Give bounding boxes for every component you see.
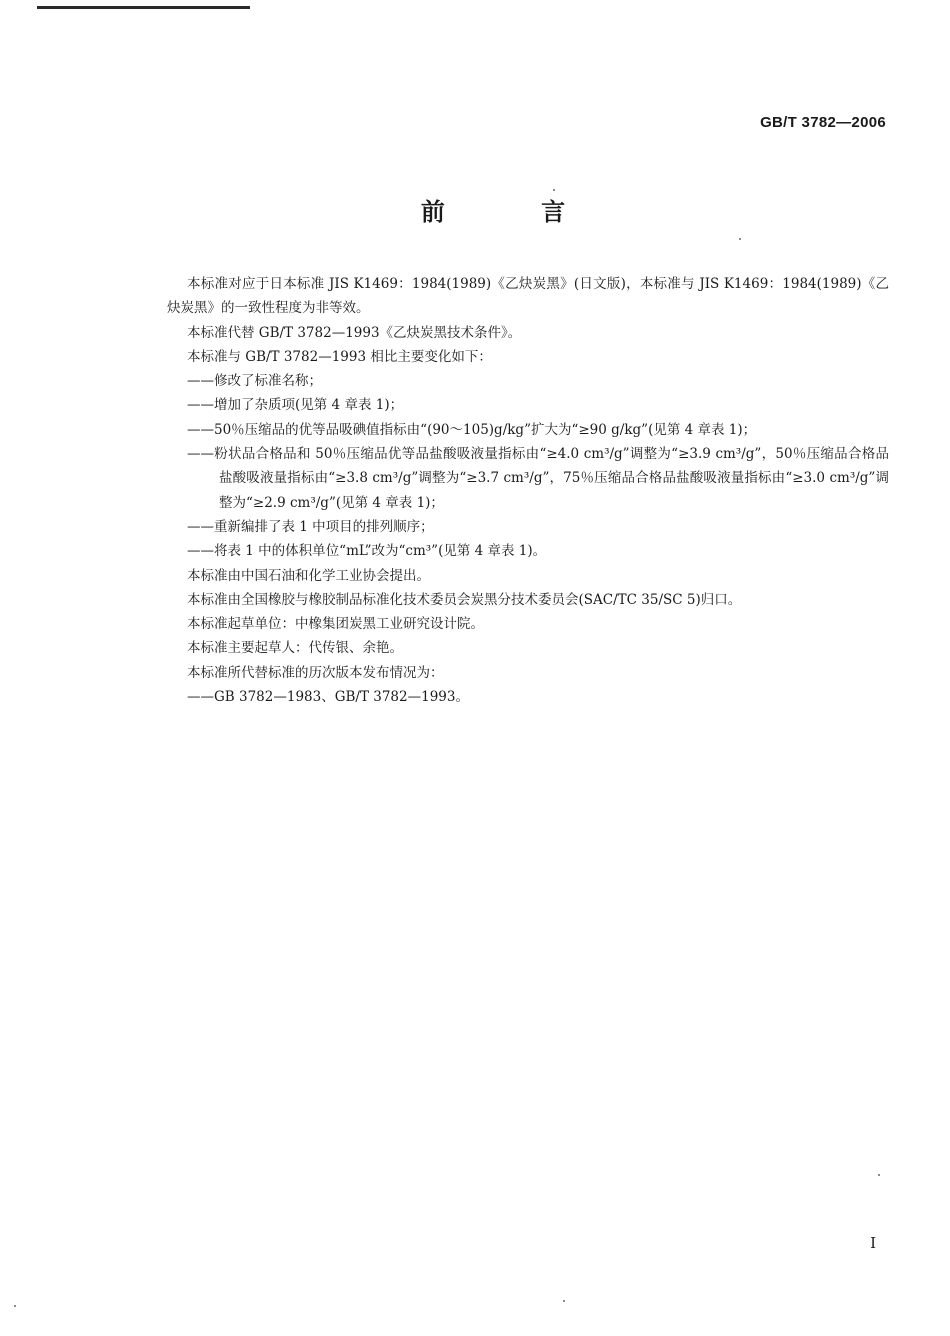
list-item: ——将表 1 中的体积单位“mL”改为“cm³”(见第 4 章表 1)。 bbox=[187, 543, 547, 560]
paragraph-correspondence: 本标准对应于日本标准 JIS K1469：1984(1989)《乙炔炭黑》(日文版)，本标准与 JIS K1469：1984(1989)《乙炔炭黑》的一致性程度为非等效。 bbox=[167, 276, 889, 317]
list-item: ——GB 3782—1983、GB/T 3782—1993。 bbox=[187, 689, 469, 706]
scan-speck bbox=[563, 1300, 565, 1302]
scan-speck bbox=[739, 238, 741, 240]
page-title: 前 言 bbox=[420, 198, 610, 226]
paragraph-drafting-unit: 本标准起草单位：中橡集团炭黑工业研究设计院。 bbox=[187, 616, 484, 633]
scan-speck bbox=[14, 1305, 16, 1307]
list-item: ——修改了标准名称； bbox=[187, 373, 322, 390]
scan-edge-mark bbox=[37, 6, 250, 9]
paragraph-replaces: 本标准代替 GB/T 3782—1993《乙炔炭黑技术条件》。 bbox=[187, 324, 522, 341]
paragraph-proposer: 本标准由中国石油和化学工业协会提出。 bbox=[187, 567, 430, 584]
list-item: ——增加了杂质项(见第 4 章表 1)； bbox=[187, 397, 404, 414]
paragraph-history-intro: 本标准所代替标准的历次版本发布情况为： bbox=[187, 664, 444, 681]
list-item: ——重新编排了表 1 中项目的排列顺序； bbox=[187, 518, 434, 535]
scan-speck bbox=[553, 189, 555, 191]
list-item: ——粉状品合格品和 50％压缩品优等品盐酸吸液量指标由“≥4.0 cm³/g”调整为“≥3.9 cm³/g”，50％压缩品合格品盐酸吸液量指标由“≥3.8 cm³/g”调整为“≥3.7 cm³/g”，75％压缩品合格品盐酸吸液量指标由“≥3.0 cm³/g”调整为“≥2.9 cm³/g”(见第 4 章表 1)； bbox=[187, 446, 889, 511]
paragraph-committee: 本标准由全国橡胶与橡胶制品标准化技术委员会炭黑分技术委员会(SAC/TC 35/SC 5)归口。 bbox=[187, 591, 742, 608]
standard-code: GB/T 3782—2006 bbox=[760, 114, 886, 131]
scan-speck bbox=[878, 1174, 880, 1176]
page-number: I bbox=[870, 1234, 876, 1252]
list-item: ——50％压缩品的优等品吸碘值指标由“(90～105)g/kg”扩大为“≥90 g/kg”(见第 4 章表 1)； bbox=[187, 421, 757, 438]
paragraph-changes-intro: 本标准与 GB/T 3782—1993 相比主要变化如下： bbox=[187, 348, 492, 365]
paragraph-drafters: 本标准主要起草人：代传银、余艳。 bbox=[187, 640, 403, 657]
foreword-body bbox=[167, 272, 889, 709]
